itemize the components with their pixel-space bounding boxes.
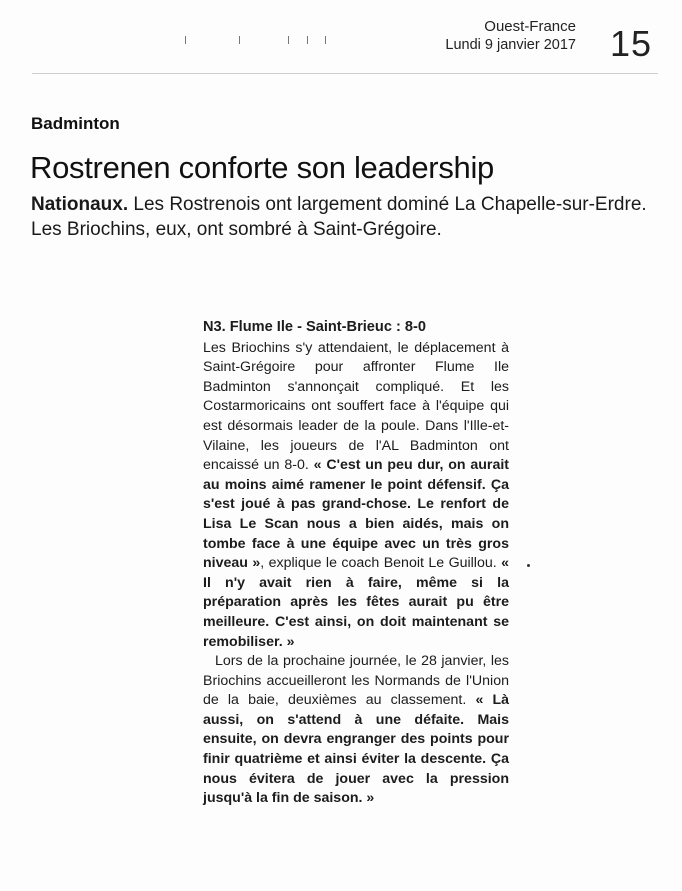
masthead <box>445 18 576 54</box>
coach-quote: « Il n'y avait rien à faire, même si la préparation après les fêtes aurait pu être meilleure. C'est ainsi, on doit maintenant se remobiliser. » <box>203 555 510 650</box>
publication-name: Ouest-France <box>484 18 576 35</box>
article-paragraph <box>203 652 509 809</box>
header-divider <box>32 73 658 74</box>
article-standfirst <box>31 192 656 242</box>
registration-mark <box>325 36 326 44</box>
coach-quote: « C'est un peu dur, on aurait au moins aimé ramener le point défensif. Ça s'est joué à pas grand-chose. Le renfort de Lisa Le Scan nous a bien aidés, mais on tombe face à une équipe avec un très gros niveau » <box>203 457 509 572</box>
article-paragraph <box>203 339 509 653</box>
article-headline: Rostrenen conforte son leadership <box>30 150 495 185</box>
section-label: Badminton <box>31 114 120 133</box>
print-speck <box>527 564 530 567</box>
paragraph-text: , explique le coach Benoit Le Guillou. <box>260 555 502 572</box>
standfirst-kicker: Nationaux. <box>31 194 129 215</box>
publication-date: Lundi 9 janvier 2017 <box>445 37 576 53</box>
registration-mark <box>288 36 289 44</box>
standfirst-text: Les Rostrenois ont largement dominé La Chapelle-sur-Erdre. Les Briochins, eux, ont sombré à Saint-Grégoire. <box>31 194 647 240</box>
coach-quote: « Là aussi, on s'attend à une défaite. Mais ensuite, on devra engranger des points pour finir quatrième et ainsi éviter la descente. Ça nous évitera de jouer avec la pression jusqu'à la fin de saison. » <box>203 692 510 807</box>
registration-mark <box>307 36 308 44</box>
registration-mark <box>239 36 240 44</box>
page-number: 15 <box>609 23 652 64</box>
paragraph-text: Les Briochins s'y attendaient, le déplacement à Saint-Grégoire pour affronter Flume Ile Badminton s'annonçait compliqué. Et les Costarmoricains ont souffert face à l'équipe qui est désormais leader de la poule. Dans l'Ille-et-Vilaine, les joueurs de l'AL Badminton ont encaissé un 8-0. <box>203 339 509 474</box>
registration-marks <box>185 36 345 46</box>
registration-mark <box>185 36 186 44</box>
match-subhead: N3. Flume Ile - Saint-Brieuc : 8-0 <box>203 319 427 335</box>
paragraph-text: Lors de la prochaine journée, le 28 janvier, les Briochins accueilleront les Normands de l'Union de la baie, deuxièmes au classement. <box>203 653 509 709</box>
article-body <box>203 318 509 809</box>
